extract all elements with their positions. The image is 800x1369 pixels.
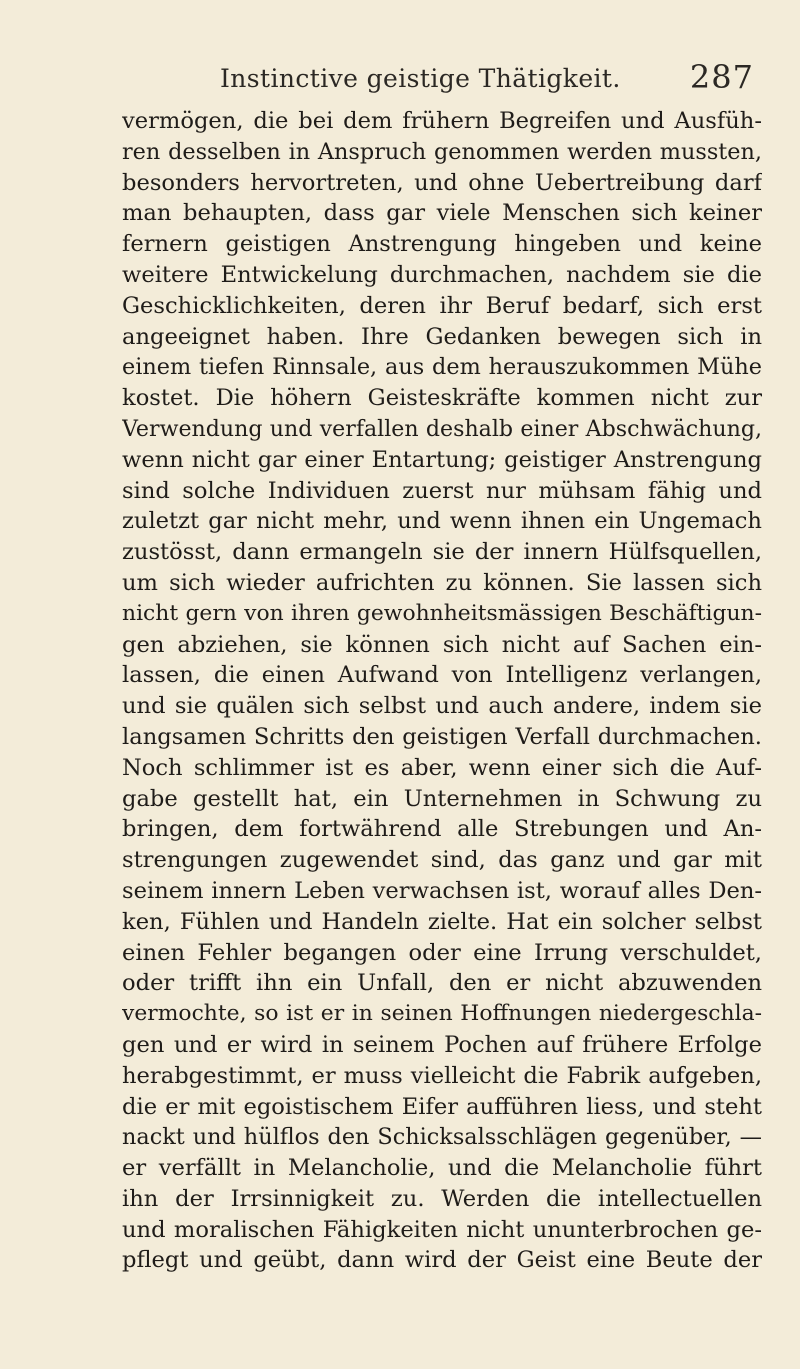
text-line: gabe gestellt hat, ein Unternehmen in Schwung zu — [122, 785, 762, 812]
text-line: man behaupten, dass gar viele Menschen sich keiner — [122, 200, 762, 227]
text-line: lassen, die einen Aufwand von Intelligenz verlangen, — [122, 662, 762, 689]
text-line: ihn der Irrsinnigkeit zu. Werden die intellectuellen — [122, 1185, 762, 1212]
text-line: zustösst, dann ermangeln sie der innern Hülfsquellen, — [122, 539, 762, 566]
text-line: ren desselben in Anspruch genommen werden mussten, — [122, 138, 762, 165]
text-line: einem tiefen Rinnsale, aus dem herauszukommen Mühe — [122, 354, 762, 381]
text-line: wenn nicht gar einer Entartung; geistiger Anstrengung — [122, 446, 762, 473]
text-line: gen und er wird in seinem Pochen auf frühere Erfolge — [122, 1031, 762, 1058]
text-line: oder trifft ihn ein Unfall, den er nicht abzuwenden — [122, 970, 762, 997]
text-line: pflegt und geübt, dann wird der Geist eine Beute der — [122, 1247, 762, 1274]
text-line: Noch schlimmer ist es aber, wenn einer sich die Auf- — [122, 754, 762, 781]
text-line: gen abziehen, sie können sich nicht auf Sachen ein- — [122, 631, 762, 658]
text-line: einen Fehler begangen oder eine Irrung verschuldet, — [122, 939, 762, 966]
text-line: weitere Entwickelung durchmachen, nachdem sie die — [122, 261, 762, 288]
text-line: kostet. Die höhern Geisteskräfte kommen nicht zur — [122, 385, 762, 412]
text-line: angeeignet haben. Ihre Gedanken bewegen sich in — [122, 323, 762, 350]
text-line: die er mit egoistischem Eifer aufführen liess, und steht — [122, 1093, 762, 1120]
text-line: ken, Fühlen und Handeln zielte. Hat ein solcher selbst — [122, 908, 762, 935]
text-line: bringen, dem fortwährend alle Strebungen und An- — [122, 816, 762, 843]
page-number: 287 — [689, 58, 754, 96]
text-line: seinem innern Leben verwachsen ist, worauf alles Den- — [122, 877, 762, 904]
text-line: langsamen Schritts den geistigen Verfall durchmachen. — [122, 723, 762, 750]
text-line: und sie quälen sich selbst und auch andere, indem sie — [122, 693, 762, 720]
text-line: sind solche Individuen zuerst nur mühsam fähig und — [122, 477, 762, 504]
text-line: vermögen, die bei dem frühern Begreifen und Ausfüh- — [122, 108, 762, 134]
text-line: besonders hervortreten, und ohne Uebertreibung darf — [122, 169, 762, 196]
text-line: Verwendung und verfallen deshalb einer Abschwächung, — [122, 415, 762, 442]
text-line: herabgestimmt, er muss vielleicht die Fabrik aufgeben, — [122, 1062, 762, 1089]
text-line: um sich wieder aufrichten zu können. Sie lassen sich — [122, 569, 762, 596]
body-paragraph — [122, 106, 762, 1276]
text-line: Geschicklichkeiten, deren ihr Beruf bedarf, sich erst — [122, 292, 762, 319]
text-line: nackt und hülflos den Schicksalsschlägen gegenüber, — — [122, 1124, 762, 1151]
text-line: nicht gern von ihren gewohnheitsmässigen Beschäftigun- — [122, 600, 762, 626]
text-line: strengungen zugewendet sind, das ganz und gar mit — [122, 847, 762, 874]
running-header — [120, 58, 756, 98]
text-line: er verfällt in Melancholie, und die Melancholie führt — [122, 1155, 762, 1182]
text-line: vermochte, so ist er in seinen Hoffnungen niedergeschla- — [122, 1001, 762, 1027]
text-line: fernern geistigen Anstrengung hingeben und keine — [122, 231, 762, 258]
running-title: Instinctive geistige Thätigkeit. — [220, 64, 621, 93]
text-line: und moralischen Fähigkeiten nicht ununterbrochen ge- — [122, 1216, 762, 1243]
text-line: zuletzt gar nicht mehr, und wenn ihnen ein Ungemach — [122, 508, 762, 535]
